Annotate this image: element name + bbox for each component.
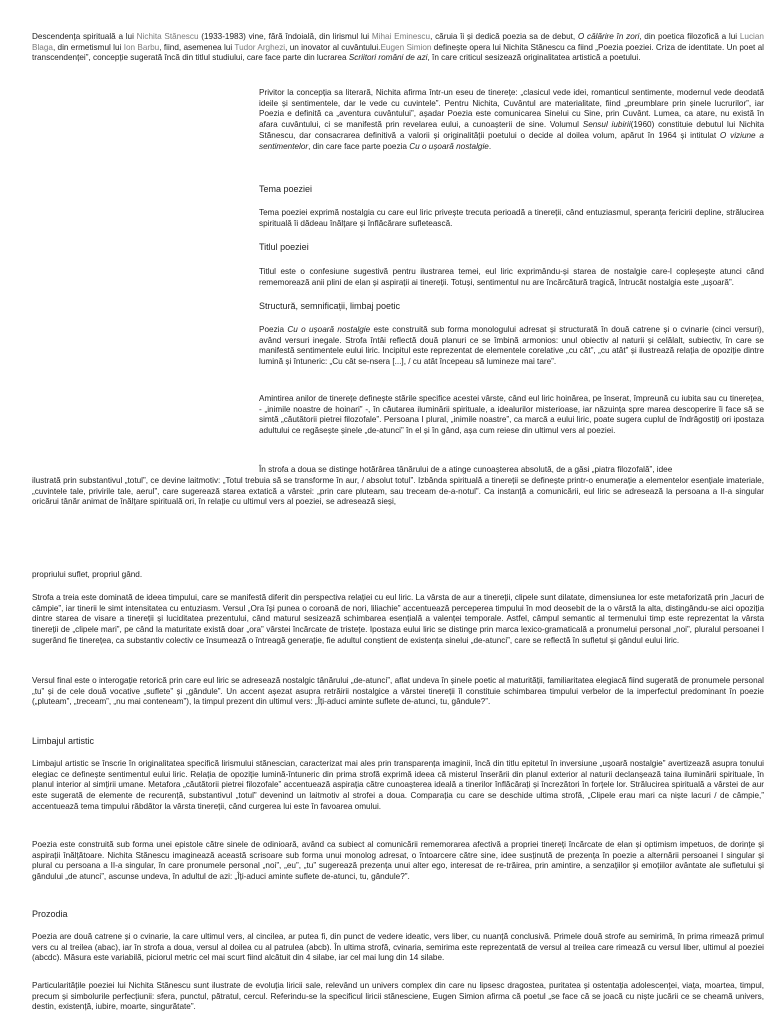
link-lucian-blaga[interactable]: Lucian Blaga — [32, 32, 764, 52]
link-tudor-arghezi[interactable]: Tudor Arghezi — [234, 42, 286, 52]
intro-text: , din ermetismul lui — [52, 42, 124, 52]
heading-structura: Structură, semnificații, limbaj poetic — [259, 301, 401, 311]
intro-text: , fiind, asemenea lui — [159, 42, 235, 52]
structura-paragraph-1 — [259, 325, 764, 368]
title-calarire-in-zori: O călărire în zori — [577, 32, 640, 41]
title-cu-o-usoara-nostalgie: Cu o ușoară nostalgie — [409, 141, 489, 151]
concept-text: , din care face parte poezia — [308, 141, 410, 151]
link-nichita-stanescu[interactable]: Nichita Stănescu — [136, 32, 199, 41]
limbajul-paragraph-1: Limbajul artistic se înscrie în originalitatea specifică lirismului stănescian, caracterizat mai ales prin transparența imaginii, încă din titlu epitetul în inversiune „ușoară nostalgie” avertizează asupra tonului elegiac ce definește sentimentul eului liric. Relația de opoziție lumină-întuneric din prima strofă exprimă ideea că misterul înserării din planul exterior al naturii declanșează taina iluminării spirituale, în planul interior al simțirii umane. Metafora „căutătorii pietrei filozofale” accentuează aspirația către cunoașterea ideală a tinerilor înflăcărați și încrezători în forțele lor. Strălucirea spirituală a vârstei de aur este sugerată de elemente de recurență, substantivul „totul” devenind un laitmotiv al strofei a doua. Comparația cu care se deschide ultima strofă, „Clipele erau mari ca niște lacuri / de câmpie,” accentuează tema timpului răbdător la vârsta tinereții, când curgerea lui este în favoarea omului. — [32, 759, 764, 811]
concept-text: Privitor la concepția sa literară, Nichita afirma într-un eseu de tinerețe: „clasicul vede idei, romanticul sentimente, modernul vede deodată ideile și sentimentele, dar le vede cu cuvintele”. Pentru Nichita, Cuvântul are materialitate, fiind „preumblare prin șinele lucrurilor”, iar Poezia e definită ca „aventura cuvântului”, așadar Poezia este comunicarea Sinelui cu Sine, prin Cuvânt. Lumea, ca atare, nu există în afara cuvântului, ci se manifestă prin revelarea eului, a cunoașterii de sine. Volumul — [259, 88, 764, 130]
intro-text: Descendența spirituală a lui — [32, 32, 137, 41]
structura-paragraph-4: Strofa a treia este dominată de ideea timpului, care se manifestă diferit din perspectiva relației cu eul liric. La vârsta de aur a tinereții, clipele sunt dilatate, dimensiunea lor este metaforizată prin „lacuri de câmpie”, iar tinerii le simt intensitatea cu entuziasm. Versul „Ora își punea o coroană de nori, liliachie” accentuează perceperea timpului în mod deosebit de la o vârstă la alta, distingându-se aici opoziția dintre starea de visare a tinereții și luciditatea prezentului, când maturul sesizează schimbarea esențială a valenței temporale. Astfel, câmpul semantic al termenului timp este reprezentat la vârsta tinereții de „clipele mari”, pe când la maturitate există doar „ora” vârstei încărcate de tristețe. Ipostaza eului liric se distinge prin marca lexico-gramaticală a pronumelui personal „noi”, pluralul persoanei I sugerând fie tinerețea, ca substantiv colectiv ce însumează o întreagă generație, fie adultul conștient de existența sinelui „de-atunci”, care se reflectă în sufletul și gândul eului liric. — [32, 593, 764, 645]
heading-titlul-poeziei: Titlul poeziei — [259, 242, 309, 252]
prozodia-paragraph-1: Poezia are două catrene și o cvinarie, la care ultimul vers, al cincilea, ar putea fi, din punct de vedere ideatic, vers liber, cu nuanță conclusivă. Primele două strofe au semirimă, în prima rimează primul vers cu al treilea (abac), iar în strofa a doua, versul al doilea cu al patrulea (abcb). În ultima strofă, cvinaria, semirima este reprezentată de versul al treilea care rimează cu versul liber, ultimul al poeziei (abcdc). Măsura este variabilă, piciorul metric cel mai scurt fiind alcătuit din 4 silabe, iar cel mai lung din 14 silabe. — [32, 932, 764, 963]
intro-text: , căruia îi și dedică poezia sa de debut, — [430, 32, 578, 41]
title-scriitori-romani: Scriitori români de azi — [348, 53, 428, 63]
intro-text: , din poetica filozofică a lui — [639, 32, 740, 41]
structura-text: este construită sub forma monologului adresat și structurată în două catrene și o cvinarie (cinci versuri), având versuri inegale. Strofa întâi reflectă două planuri ce se îmbină armonios: unul obiectiv al naturii și celălalt, subiectiv, în care se manifestă sentimentele eului liric. Incipitul este reprezentat de elementele corelative „cu cât”, „cu atât” și ilustrează relația de opoziție dintre lumină și întuneric: „Cu cât se-nsera [...], / cu atât începeau să lumineze mai tare”. — [259, 325, 765, 367]
structura-paragraph-2: Amintirea anilor de tinerețe definește stările specifice acestei vârste, când eul liric hoinărea, pe înserat, împreună cu iubita sau cu tinerețea, - „inimile noastre de hoinari” -, în căutarea iluminării spirituale, a idealurilor misterioase, iar năzuința spre marea descoperire îi face să se simtă „căutătorii pietrei filozofale”. Persoana I plural, „inimile noastre”, ca marcă a eului liric, poate sugera cuplul de îndrăgostiți ori ipostaza adultului ce regăsește șinele „de-atunci” în el și în gând, așa cum reiese din ultimul vers al poeziei. — [259, 394, 764, 436]
title-poem: Cu o ușoară nostalgie — [287, 325, 371, 334]
concept-paragraph — [259, 88, 764, 152]
titlul-paragraph: Titlul este o confesiune sugestivă pentru ilustrarea temei, eul liric exprimându-și starea de nostalgie care-l copleșește atunci când rememorează anii plini de elan și aspirații ai tinereții. Totuși, sentimentul nu are încărcătură tragică, întrucât nostalgia este „ușoară”. — [259, 267, 764, 287]
title-sensul-iubirii: Sensul iubirii — [582, 120, 631, 130]
intro-text: definește opera lui Nichita Stănescu ca fiind „Poezia poeziei. Criza de identitate. Un poet al transcendenței”, concepție sugerată încă din titlul studiului, care face parte din lucrarea — [32, 42, 765, 63]
limbajul-paragraph-2: Poezia este construită sub forma unei epistole către sinele de odinioară, având ca subiect al comunicării rememorarea afectivă a propriei tinereți încărcate de elan și optimism impetuos, de dorințe și aspirații înălțătoare. Nichita Stănescu imaginează această scrisoare sub forma unui monolog adresat, o întoarcere către sine, idee susținută de prezența în poezie a alternării persoanei I singular și plural cu persoana a II-a singular, în care pronumele personal „noi”, „eu”, „tu” sugerează prezența unui alter ego, interesat de re-trăirea, prin amintire, a senzațiilor și emoțiilor avântate ale sufletului și gândului „de atunci”, ascunse undeva, în adultul de azi: „Îți-aduci aminte suflete de-atunci, tu, gândule?”. — [32, 840, 764, 882]
structura-paragraph-3: ilustrată prin substantivul „totul”, ce devine laitmotiv: „Totul trebuia să se transforme în aur, / absolut totul”. Izbânda spirituală a tinereții se definește printr-o enumerație a elementelor esențiale imateriale, „cuvintele tale, privirile tale, aerul”, care sugerează starea extatică a vârstei: „prin care pluteam, sau treceam de-a-notul”. Ca instanță a comunicării, eul liric se adresează la persoana a II-a singular oricărui tânăr animat de înălțare spirituală ori, în relație cu ultimul vers al poeziei, se adresează sieși, — [32, 476, 764, 507]
structura-paragraph-3-start: În strofa a doua se distinge hotărârea tânărului de a atinge cunoașterea absolută, de a găsi „piatra filozofală”, idee — [259, 465, 673, 474]
concept-text: . — [488, 141, 492, 151]
heading-limbajul-artistic: Limbajul artistic — [32, 736, 95, 746]
link-ion-barbu[interactable]: Ion Barbu — [123, 42, 160, 52]
intro-paragraph — [32, 32, 764, 64]
intro-text: (1933-1983) vine, fără îndoială, din lirismul lui — [198, 32, 372, 41]
heading-tema-poeziei: Tema poeziei — [259, 184, 313, 194]
structura-paragraph-3-end: propriului suflet, propriul gând. — [32, 570, 143, 579]
intro-text: , un inovator al cuvântului. — [285, 42, 381, 52]
link-mihai-eminescu[interactable]: Mihai Eminescu — [371, 32, 431, 41]
title-viziune-sentimentelor: O viziune a sentimentelor — [259, 130, 764, 151]
tema-paragraph: Tema poeziei exprimă nostalgia cu care eul liric privește trecuta perioadă a tinereții, când entuziasmul, speranța fericirii depline, strălucirea spirituală îi dădeau înălțare și înflăcărare sufletească. — [259, 208, 764, 228]
structura-paragraph-5: Versul final este o interogație retorică prin care eul liric se adresează nostalgic tânărului „de-atunci”, aflat undeva în șinele poetic al maturității, familiaritatea elegiacă fiind sugerată de pronumele personal „tu” și de cele două vocative „suflete” și „gândule”. Un accent așezat asupra retrăirii nostalgice a vârstei tinereții îl constituie schimbarea timpului verbelor de la imperfectul predominant în poezie („pluteam”, „treceam”, „nu mai conteneam”), la timpul prezent din ultimul vers: „Îți-aduci aminte suflete de-atunci, tu, gândule?”. — [32, 676, 764, 707]
prozodia-paragraph-2: Particularitățile poeziei lui Nichita Stănescu sunt ilustrate de evoluția liricii sale, relevând un univers complex din care nu lipsesc dragostea, puritatea și ostentația adolescenței, viața, moartea, timpul, precum și simbolurile perfecțiunii: sfera, punctul, pătratul, cercul. Referindu-se la specificul liricii stănesciene, Eugen Simion afirma că poetul „se face că se joacă cu niște jucării ce se cheamă univers, destin, existență, iubire, moarte, singurătate”. — [32, 981, 764, 1012]
heading-prozodia: Prozodia — [32, 909, 68, 919]
concept-text: (1960) constituie debutul lui Nichita Stănescu, dar consacrarea definitivă a valorii și originalității poetului o decide al doilea volum, apărut în 1964 și intitulat — [259, 120, 765, 140]
link-eugen-simion[interactable]: Eugen Simion — [380, 42, 432, 52]
structura-text: Poezia — [259, 325, 288, 334]
intro-text: , în care criticul sesizează originalitatea artistică a poetului. — [427, 53, 641, 63]
